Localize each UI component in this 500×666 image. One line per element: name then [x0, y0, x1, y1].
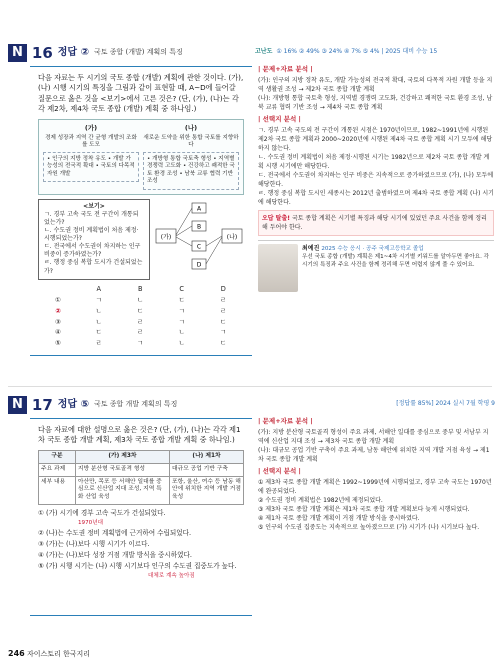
q16-option-row[interactable] — [38, 295, 244, 306]
q16-bogi-title: <보기> — [83, 202, 105, 210]
q16-option-cell: ㄹ — [220, 295, 227, 304]
q17-note: 대체로 계속 높아짐 — [148, 572, 195, 579]
q17-analysis-title: | 문제+자료 분석 | — [258, 417, 313, 425]
q17-answer: 정답 ⑤ — [57, 399, 90, 411]
q16-box-ga — [43, 124, 139, 190]
q17-th: (가) 제3차 — [75, 450, 169, 463]
q16-option-cell: ㄱ — [95, 295, 102, 304]
q16-analysis-title: | 문제+자료 분석 | — [258, 65, 313, 73]
q16-bogi-box — [38, 199, 150, 280]
q17-badge: N — [8, 396, 27, 414]
q17-th: (나) 제1차 — [170, 450, 244, 463]
q16-option-row[interactable] — [38, 306, 244, 317]
q16-options-header — [38, 284, 244, 295]
q17-stats: [정답률 85%] 2024 실시 7월 학평 9 — [396, 400, 495, 407]
q16-bogi-item: ㄱ. 경부 고속 국도 전 구간이 개통되었는가? — [44, 210, 139, 226]
q16-option-number[interactable]: ⑤ — [55, 339, 61, 348]
q17-analysis-ga: (가): 지방 분산형 국토골격 형성이 주요 과제, 서해안 일대를 중심으로 중부 및 서남부 지역에 신산업 지대 조성 → 제3차 국토 종합 개발 계획 — [258, 428, 489, 445]
q17-header — [8, 396, 252, 414]
q16-option-cell: ㄹ — [137, 328, 144, 337]
q16-box-ga-points: • 인구의 지방 정착 유도 • 개발 가능성의 전국적 확대 • 국토의 다목적 자원 개발 — [43, 152, 139, 183]
q16-option-cell: ㄹ — [137, 317, 144, 326]
q16-box-na-title: (나) — [184, 123, 198, 132]
q16-flow-b: B — [196, 223, 202, 231]
q16-flow-ga: (가) — [160, 233, 172, 241]
page-footer — [8, 649, 90, 660]
q17-explanation — [258, 414, 494, 624]
q16-box-ga-line: 경제 성장과 지역 간 균형 개발의 조화를 도모 — [45, 134, 137, 149]
q17-choice[interactable]: ② (나)는 수도권 정비 계획법에 근거하여 수립되었다. — [38, 529, 192, 538]
student-name: 최예진 — [302, 244, 320, 252]
q17-number: 17 — [31, 395, 53, 414]
q17-choice-explain: ⑤ 인구의 수도권 집중도는 지속적으로 높아졌으므로 (가) 시기가 (나) 시기보다 높다. — [258, 523, 480, 531]
q16-box-na-line: 새로운 도약을 위한 통합 국토를 지향하다 — [143, 134, 239, 149]
q16-option-row[interactable] — [38, 327, 244, 338]
q16-level: 고난도 — [255, 48, 273, 55]
q16-option-cell: ㄴ — [95, 306, 102, 315]
q16-choice-explain: ㄹ. 행정 중심 복합 도시인 세종시는 2012년 출범하였으며 제4차 국토 종합 계획 (나) 시기에 해당한다. — [258, 189, 494, 206]
q16-flow-na: (나) — [226, 233, 238, 241]
q16-flow-svg — [154, 199, 244, 277]
q16-option-cell: ㄱ — [178, 306, 185, 315]
q16-column — [8, 44, 252, 62]
q17-table-row — [39, 463, 244, 476]
q16-tip-text: 국토 종합 계획은 시기별 특징과 해당 시기에 있었던 주요 사건을 함께 정리해 두어야 한다. — [262, 214, 487, 231]
q17-choice[interactable]: ④ (가)는 (나)보다 성장 거점 개발 방식을 중시하였다. — [38, 551, 192, 560]
q16-option-cell: ㄹ — [220, 306, 227, 315]
q16-badge: N — [8, 44, 27, 62]
q16-student-profile — [258, 240, 494, 292]
q17-question-box — [30, 418, 252, 616]
q16-option-cell: ㄱ — [137, 339, 144, 348]
q16-option-row[interactable] — [38, 338, 244, 349]
q16-option-cell: ㄴ — [178, 339, 185, 348]
q16-option-number[interactable]: ① — [55, 295, 61, 304]
q16-topic: 국토 종합 (개발) 계획의 특징 — [94, 48, 183, 57]
q16-option-cell: ㄷ — [220, 317, 227, 326]
q16-option-number[interactable]: ③ — [55, 317, 61, 326]
q17-td: 아산만, 목포 등 서해안 일대를 중심으로 신산업 지대 조성, 지역 특화 산업 육성 — [75, 476, 169, 504]
q16-flow-diagram — [154, 199, 244, 280]
q16-question-text: 다음 자료는 두 시기의 국토 종합 (개발) 계획에 관한 것이다. (가), (나) 시행 시기의 특징을 그림과 같이 표현할 때, A~D에 들어갈 질문으로 옳은 것을 <보기>에서 고른 것은? (단, (가), (나)는 각각 제2차, 제4차 국토 종합 (개발) 계획 중 하나임.) — [38, 73, 244, 114]
q17-td: 세부 내용 — [39, 476, 76, 504]
q16-choice-explain: ㄱ. 경부 고속 국도의 전 구간이 개통된 시점은 1970년이므로, 1982~1991년에 시행된 제2차 국토 종합 계획과 2000~2020년에 시행된 제4차 국토 종합 계획 시기 모두에 해당하지 않는다. — [258, 126, 493, 152]
q17-choice-explain: ③ 제3차 국토 종합 개발 계획은 제1차 국토 종합 개발 계획보다 늦게 시행되었다. — [258, 505, 470, 513]
q16-option-cell: ㄴ — [178, 328, 185, 337]
q17-note: 1970년대 — [78, 519, 104, 526]
q17-choice-explain: ④ 제1차 국토 종합 개발 계획이 거점 개발 방식을 중시하였다. — [258, 514, 420, 522]
q16-option-cell: ㄷ — [95, 328, 102, 337]
q17-choice-explain: ② 수도권 정비 계획법은 1982년에 제정되었다. — [258, 496, 383, 504]
book-title: 자이스토리 한국지리 — [26, 650, 91, 659]
section-divider — [8, 386, 492, 387]
q16-tip-box — [258, 210, 494, 236]
q17-td: 지방 분산형 국토골격 형성 — [75, 463, 169, 476]
q17-choice[interactable]: ③ (가)는 (나)보다 시행 시기가 이르다. — [38, 540, 150, 549]
q17-topic: 국토 종합 개발 계획의 특징 — [94, 400, 178, 409]
q16-header — [8, 44, 252, 62]
q16-option-cell: ㄴ — [95, 317, 102, 326]
q16-box-na-points: • 개방형 통합 국토축 형성 • 지역별 경쟁력 고도화 • 건강하고 쾌적한 국토 환경 조성 • 남북 교류 협력 기반 조성 — [143, 152, 239, 190]
q16-option-row[interactable] — [38, 317, 244, 328]
q16-box-na — [143, 124, 239, 190]
q16-option-header-cell: B — [137, 284, 143, 293]
q17-question-text: 다음 자료에 대한 설명으로 옳은 것은? (단, (가), (나)는 각각 제1차 국토 종합 개발 계획, 제3차 국토 종합 개발 계획 중 하나임.) — [38, 425, 241, 445]
q16-flow-c: C — [196, 243, 202, 251]
q16-choice-explain: ㄷ. 전국에서 수도권이 차지하는 인구 비중은 지속적으로 증가하였으므로 (가), (나) 모두에 해당한다. — [258, 171, 494, 188]
q16-stats-bar — [255, 48, 495, 56]
page-number: 246 — [8, 649, 25, 659]
q16-option-header-cell — [38, 284, 78, 295]
q16-question-box — [30, 66, 252, 356]
q16-option-cell: ㄷ — [137, 306, 144, 315]
q16-option-header-cell: D — [220, 284, 226, 293]
q16-bogi-item: ㄷ. 전국에서 수도권이 차지하는 인구 비중이 증가하였는가? — [44, 243, 141, 259]
q16-option-cell: ㄷ — [178, 295, 185, 304]
q16-tip-title: 오답 탈출! — [262, 214, 291, 222]
q16-option-cell: ㄴ — [137, 295, 144, 304]
student-photo — [258, 244, 298, 292]
q16-box-ga-title: (가) — [84, 123, 98, 132]
q17-analysis-na: (나): 대규모 공업 기반 구축이 주요 과제, 남동 해안에 위치한 지역 개발 거점 육성 → 제1차 국토 종합 개발 계획 — [258, 446, 490, 463]
q16-option-cell: ㄹ — [95, 339, 102, 348]
q16-option-cell: ㄷ — [220, 339, 227, 348]
q16-option-cell: ㄱ — [178, 317, 185, 326]
q16-option-header-cell: A — [96, 284, 101, 293]
q16-flow-a: A — [196, 205, 202, 213]
q16-explanation — [258, 62, 494, 362]
q17-td: 포항, 울산, 여수 등 남동 해안에 위치한 지역 개발 거점 육성 — [170, 476, 244, 504]
q16-choices-title: | 선택지 분석 | — [258, 114, 301, 123]
q17-td: 주요 과제 — [39, 463, 76, 476]
q16-bogi-row — [38, 195, 244, 280]
q16-choice-explain: ㄴ. 수도권 정비 계획법이 처음 제정·시행된 시기는 1982년으로 제2차 국토 종합 개발 계획 시행 시기에만 해당한다. — [258, 153, 490, 170]
q16-stats: ① 16% ② 49% ③ 24% ④ 7% ⑤ 4% | 2025 대비 수능 15 — [276, 48, 438, 55]
q17-th: 구분 — [39, 450, 76, 463]
q16-analysis-ga: (가): 인구의 지방 정착 유도, 개발 가능성의 전국적 확대, 국토의 다목적 자원 개발 등을 지역 생활권 조성 → 제2차 국토 종합 개발 계획 — [258, 76, 493, 93]
q17-choices-title: | 선택지 분석 | — [258, 466, 301, 475]
q16-option-header-cell: C — [179, 284, 185, 293]
q17-column — [8, 396, 252, 414]
q17-choice-correct[interactable]: ⑤ (가) 시행 시기는 (나) 시행 시기보다 인구의 수도권 집중도가 높다. — [38, 562, 237, 571]
q16-answer: 정답 ② — [57, 47, 90, 59]
q16-flow-d: D — [196, 261, 202, 269]
q16-analysis-na: (나): 개방형 통합 국토축 형성, 지역별 경쟁력 고도화, 건강하고 쾌적한 국토 환경 조성, 남북 교류 협력 기반 조성 → 제4차 국토 종합 계획 — [258, 94, 493, 111]
q16-plan-diagram — [38, 119, 244, 195]
student-info: 2025 수능 응시 · 공주 국제고등학교 졸업 — [321, 245, 424, 252]
q17-choice-explain: ① 제3차 국토 종합 개발 계획은 1992~1999년에 시행되었고, 경부 고속 국도는 1970년에 완공되었다. — [258, 478, 492, 495]
q17-td: 대규모 공업 기반 구축 — [170, 463, 244, 476]
student-comment: 우선 국토 종합 (개발) 계획은 제1~4차 시기별 키워드를 알아두면 좋아요. 각 시기의 특징과 주요 사건을 함께 정리해 두면 어렵지 않게 풀 수 있어요. — [302, 253, 490, 269]
q17-choice[interactable]: ① (가) 시기에 경부 고속 국도가 건설되었다. — [38, 508, 166, 517]
q16-bogi-item: ㄴ. 수도권 정비 계획법이 처음 제정·시행되었는가? — [44, 227, 139, 243]
q16-number: 16 — [31, 43, 53, 62]
q17-table-row — [39, 476, 244, 504]
q16-bogi-item: ㄹ. 행정 중심 복합 도시가 건설되었는가? — [44, 259, 143, 275]
q16-option-number[interactable]: ② — [55, 306, 61, 315]
q17-compare-table — [38, 450, 244, 505]
student-name-line — [302, 244, 494, 253]
q17-choices — [38, 509, 244, 581]
q16-option-cell: ㄱ — [220, 328, 227, 337]
q17-table-header — [39, 450, 244, 463]
q16-option-number[interactable]: ④ — [55, 328, 61, 337]
q16-options-table — [38, 284, 244, 349]
